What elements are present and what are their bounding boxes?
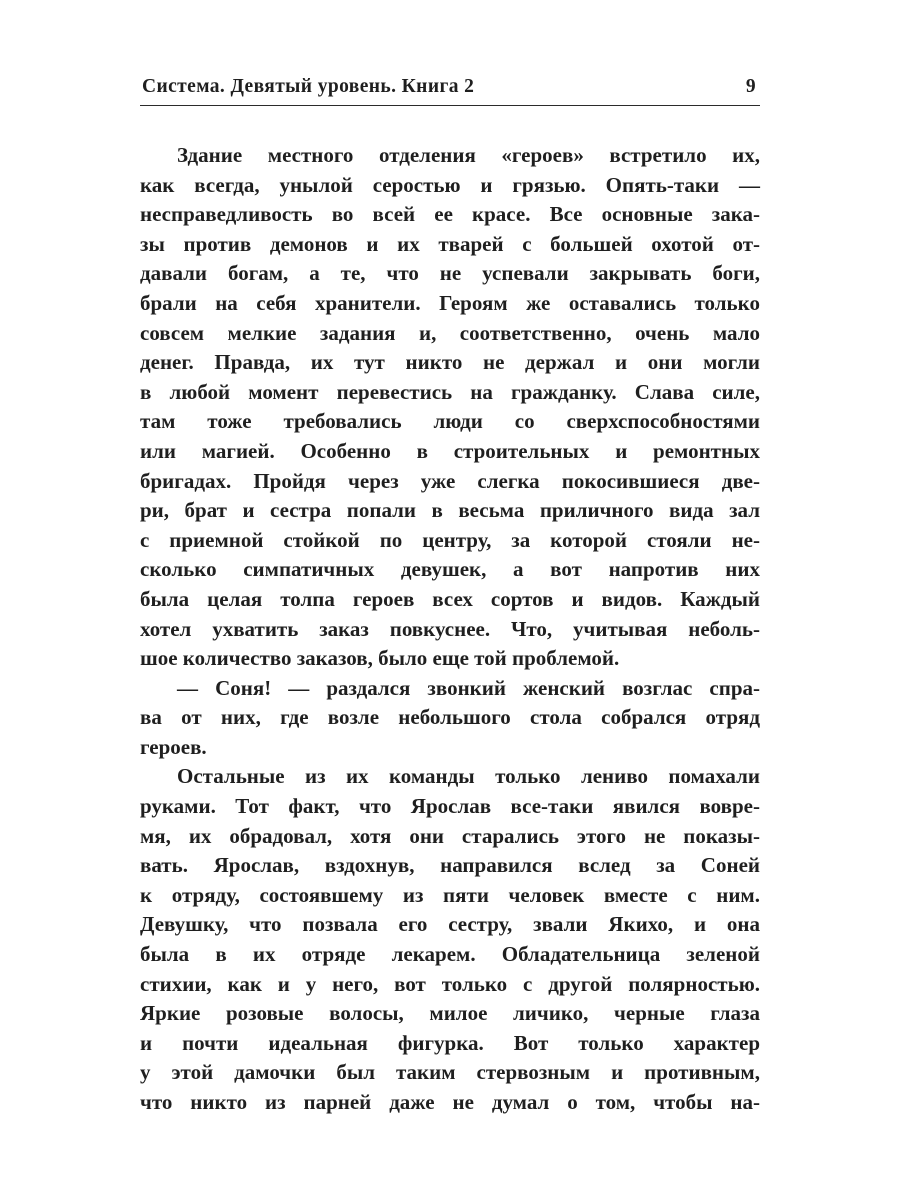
text-line: шое количество заказов, было еще той проблемой. xyxy=(140,646,620,671)
paragraph xyxy=(140,141,760,674)
text-line: давали богам, а те, что не успевали закрывать боги, xyxy=(140,261,760,286)
page-header xyxy=(140,76,760,106)
text-line: с приемной стойкой по центру, за которой стояли не- xyxy=(140,527,760,552)
text-line: ва от них, где возле небольшого стола собрался отряд xyxy=(140,705,760,730)
text-line: совсем мелкие задания и, соответственно, очень мало xyxy=(140,320,760,345)
text-line: сколько симпатичных девушек, а вот напротив них xyxy=(140,557,760,582)
text-line: хотел ухватить заказ повкуснее. Что, учитывая неболь- xyxy=(140,616,760,641)
text-line: к отряду, состоявшему из пяти человек вместе с ним. xyxy=(140,882,760,907)
text-line: и почти идеальная фигурка. Вот только характер xyxy=(140,1030,760,1055)
page-number: 9 xyxy=(745,76,756,97)
text-line: там тоже требовались люди со сверхспособностями xyxy=(140,409,760,434)
text-line: Яркие розовые волосы, милое личико, черные глаза xyxy=(140,1001,760,1026)
text-line: брали на себя хранители. Героям же оставались только xyxy=(140,290,760,315)
text-line: несправедливость во всей ее красе. Все основные зака- xyxy=(140,202,760,227)
text-line: или магией. Особенно в строительных и ремонтных xyxy=(140,438,760,463)
page-body xyxy=(140,141,760,1118)
text-line: героев. xyxy=(140,734,207,759)
text-line: руками. Тот факт, что Ярослав все-таки явился вовре- xyxy=(140,794,760,819)
text-line: Девушку, что позвала его сестру, звали Якихо, и она xyxy=(140,912,760,937)
text-line: у этой дамочки был таким стервозным и противным, xyxy=(140,1060,760,1085)
text-line: мя, их обрадовал, хотя они старались этого не показы- xyxy=(140,823,760,848)
paragraph xyxy=(140,762,760,1117)
text-line: стихии, как и у него, вот только с другой полярностью. xyxy=(140,971,760,996)
text-line: что никто из парней даже не думал о том, чтобы на- xyxy=(140,1090,760,1114)
text-line: — Соня! — раздался звонкий женский возглас спра- xyxy=(177,675,760,700)
paragraph xyxy=(140,674,760,763)
text-line: Остальные из их команды только лениво помахали xyxy=(177,764,760,789)
book-title: Система. Девятый уровень. Книга 2 xyxy=(142,76,475,97)
text-line: ри, брат и сестра попали в весьма приличного вида зал xyxy=(140,498,760,523)
text-line: бригадах. Пройдя через уже слегка покосившиеся две- xyxy=(140,468,760,493)
text-line: Здание местного отделения «героев» встретило их, xyxy=(177,143,760,167)
text-line: зы против демонов и их тварей с большей охотой от- xyxy=(140,231,760,256)
text-line: была целая толпа героев всех сортов и видов. Каждый xyxy=(140,586,760,611)
text-line: вать. Ярослав, вздохнув, направился вслед за Соней xyxy=(140,853,760,878)
text-line: как всегда, унылой серостью и грязью. Опять-таки — xyxy=(140,172,760,197)
text-line: была в их отряде лекарем. Обладательница зеленой xyxy=(140,942,760,967)
text-line: в любой момент перевестись на гражданку. Слава силе, xyxy=(140,379,760,404)
text-line: денег. Правда, их тут никто не держал и они могли xyxy=(140,350,760,375)
